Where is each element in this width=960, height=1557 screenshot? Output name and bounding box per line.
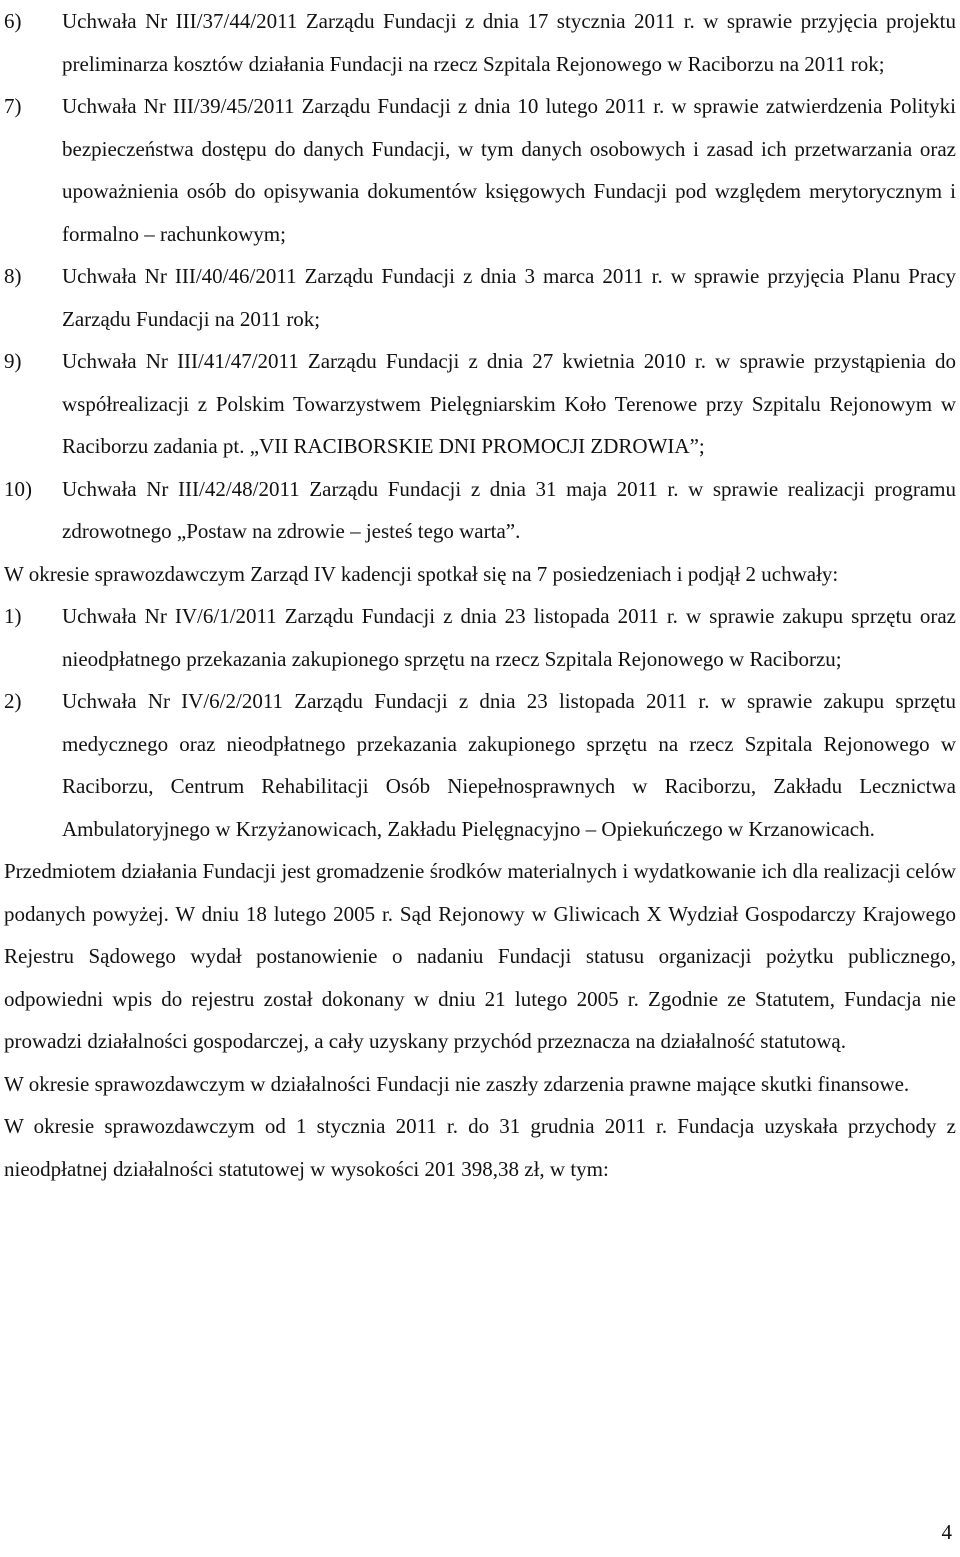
- item-number: 10): [4, 476, 32, 501]
- item-text: Uchwała Nr IV/6/2/2011 Zarządu Fundacji z dnia 23 listopada 2011 r. w sprawie zakupu sprzętu medycznego oraz nieodpłatnego przekazania zakupionego sprzętu na rzecz Szpitala Rejonowego w Raciborzu, Centrum Rehabilitacji Osób Niepełnosprawnych w Raciborzu, Zakładu Lecznictwa Ambulatoryjnego w Krzyżanowicach, Zakładu Pielęgnacyjno – Opiekuńczego w Krzanowicach.: [62, 689, 956, 841]
- item-number: 8): [4, 264, 22, 288]
- item-text: Uchwała Nr III/40/46/2011 Zarządu Fundacji z dnia 3 marca 2011 r. w sprawie przyjęcia Planu Pracy Zarządu Fundacji na 2011 rok;: [62, 264, 956, 331]
- item-text: Uchwała Nr III/41/47/2011 Zarządu Fundacji z dnia 27 kwietnia 2010 r. w sprawie przystąpienia do współrealizacji z Polskim Towarzystwem Pielęgniarskim Koło Terenowe przy Szpitalu Rejonowym w Raciborzu zadania pt. „VII RACIBORSKIE DNI PROMOCJI ZDROWIA”;: [62, 349, 956, 458]
- item-number: 1): [4, 604, 22, 628]
- item-text: Uchwała Nr III/39/45/2011 Zarządu Fundacji z dnia 10 lutego 2011 r. w sprawie zatwierdzenia Polityki bezpieczeństwa dostępu do danych Fundacji, w tym danych osobowych i zasad ich przetwarzania oraz upoważnienia osób do opisywania dokumentów księgowych Fundacji pod względem merytorycznym i formalno – rachunkowym;: [62, 94, 956, 246]
- list-item: [4, 680, 956, 850]
- list-item: [4, 0, 956, 85]
- document-page: [4, 0, 956, 1190]
- item-number: 2): [4, 689, 22, 713]
- paragraph-subject: Przedmiotem działania Fundacji jest gromadzenie środków materialnych i wydatkowanie ich dla realizacji celów podanych powyżej. W dniu 18 lutego 2005 r. Sąd Rejonowy w Gliwicach X Wydział Gospodarczy Krajowego Rejestru Sądowego wydał postanowienie o nadaniu Fundacji statusu organizacji pożytku publicznego, odpowiedni wpis do rejestru został dokonany w dniu 21 lutego 2005 r. Zgodnie ze Statutem, Fundacja nie prowadzi działalności gospodarczej, a cały uzyskany przychód przeznacza na działalność statutową.: [4, 859, 956, 1053]
- paragraph-events: W okresie sprawozdawczym w działalności Fundacji nie zaszły zdarzenia prawne mające skutki finansowe.: [4, 1071, 910, 1096]
- item-number: 9): [4, 349, 22, 373]
- item-number: 7): [4, 94, 22, 118]
- list-item: [4, 468, 956, 553]
- page-number: 4: [941, 1520, 952, 1544]
- list-item: [4, 340, 956, 468]
- paragraph-intro: W okresie sprawozdawczym Zarząd IV kadencji spotkał się na 7 posiedzeniach i podjął 2 uchwały:: [4, 561, 839, 586]
- item-number: 6): [4, 9, 22, 33]
- list-item: [4, 255, 956, 340]
- list-item: [4, 85, 956, 255]
- item-text: Uchwała Nr IV/6/1/2011 Zarządu Fundacji z dnia 23 listopada 2011 r. w sprawie zakupu sprzętu oraz nieodpłatnego przekazania zakupionego sprzętu na rzecz Szpitala Rejonowego w Raciborzu;: [62, 604, 956, 671]
- list-item: [4, 595, 956, 680]
- paragraph-income: W okresie sprawozdawczym od 1 stycznia 2011 r. do 31 grudnia 2011 r. Fundacja uzyskała przychody z nieodpłatnej działalności statutowej w wysokości 201 398,38 zł, w tym:: [4, 1114, 956, 1181]
- item-text: Uchwała Nr III/37/44/2011 Zarządu Fundacji z dnia 17 stycznia 2011 r. w sprawie przyjęcia projektu preliminarza kosztów działania Fundacji na rzecz Szpitala Rejonowego w Raciborzu na 2011 rok;: [62, 9, 956, 76]
- item-text: Uchwała Nr III/42/48/2011 Zarządu Fundacji z dnia 31 maja 2011 r. w sprawie realizacji programu zdrowotnego „Postaw na zdrowie – jesteś tego warta”.: [62, 476, 956, 543]
